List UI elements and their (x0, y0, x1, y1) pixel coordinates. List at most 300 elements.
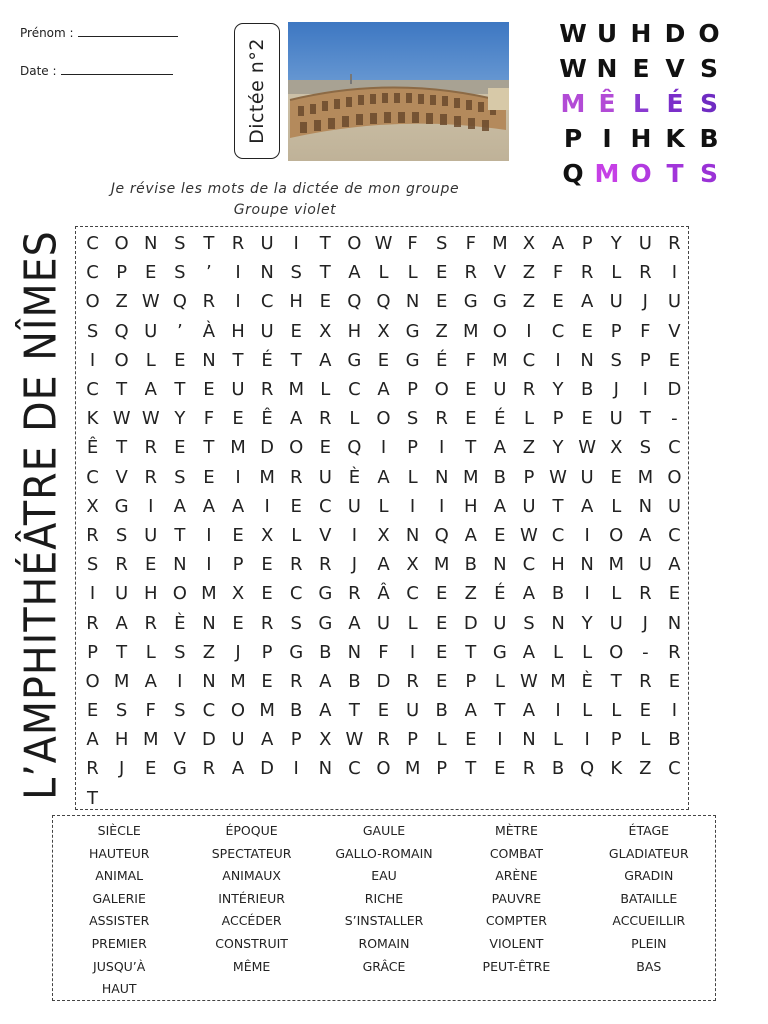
grid-cell[interactable]: Q (434, 524, 449, 546)
grid-cell[interactable]: R (86, 612, 99, 634)
grid-cell[interactable]: T (174, 379, 186, 401)
grid-cell[interactable]: Q (347, 437, 362, 459)
grid-cell[interactable]: P (523, 466, 535, 488)
grid-cell[interactable]: L (494, 670, 505, 692)
grid-cell[interactable]: E (203, 466, 215, 488)
grid-cell[interactable]: W (112, 408, 131, 430)
grid-cell[interactable]: J (642, 612, 648, 634)
grid-cell[interactable]: I (380, 437, 387, 459)
grid-cell[interactable]: R (86, 758, 99, 780)
grid-cell[interactable]: A (319, 670, 332, 692)
grid-cell[interactable]: V (493, 262, 507, 284)
grid-cell[interactable]: C (348, 379, 361, 401)
grid-cell[interactable]: S (174, 262, 186, 284)
grid-cell[interactable]: A (231, 495, 245, 517)
grid-cell[interactable]: I (206, 554, 212, 576)
grid-cell[interactable]: U (493, 379, 507, 401)
grid-cell[interactable]: O (609, 641, 624, 663)
grid-cell[interactable]: U (609, 612, 623, 634)
grid-cell[interactable]: I (235, 291, 241, 313)
grid-cell[interactable]: A (319, 349, 332, 371)
grid-cell[interactable]: X (260, 524, 274, 546)
grid-cell[interactable]: L (291, 524, 302, 546)
grid-cell[interactable]: S (610, 349, 622, 371)
grid-cell[interactable]: C (522, 554, 536, 576)
grid-cell[interactable]: P (290, 729, 302, 751)
grid-cell[interactable]: Z (435, 320, 448, 342)
grid-cell[interactable]: L (407, 262, 418, 284)
grid-cell[interactable]: A (260, 729, 274, 751)
grid-cell[interactable]: Z (522, 262, 536, 284)
grid-cell[interactable]: S (523, 612, 535, 634)
grid-cell[interactable]: O (114, 233, 129, 255)
grid-cell[interactable]: Ê (86, 437, 99, 459)
grid-cell[interactable]: D (201, 729, 216, 751)
grid-cell[interactable]: C (522, 349, 536, 371)
grid-cell[interactable]: W (374, 233, 393, 255)
grid-cell[interactable]: C (86, 233, 99, 255)
grid-cell[interactable]: L (611, 583, 622, 605)
grid-cell[interactable]: U (231, 379, 245, 401)
grid-cell[interactable]: S (406, 408, 419, 430)
grid-cell[interactable]: E (290, 495, 302, 517)
grid-cell[interactable]: I (89, 583, 96, 605)
grid-cell[interactable]: M (288, 379, 304, 401)
grid-cell[interactable]: F (640, 320, 651, 342)
grid-cell[interactable]: P (639, 349, 651, 371)
grid-cell[interactable]: B (319, 641, 332, 663)
grid-cell[interactable]: N (522, 729, 536, 751)
grid-cell[interactable]: L (378, 262, 389, 284)
grid-cell[interactable]: F (465, 349, 476, 371)
grid-cell[interactable]: T (87, 787, 99, 809)
grid-cell[interactable]: U (144, 320, 158, 342)
grid-cell[interactable]: P (465, 670, 477, 692)
grid-cell[interactable]: É (435, 349, 448, 371)
grid-cell[interactable]: E (232, 524, 244, 546)
grid-cell[interactable]: E (552, 291, 564, 313)
grid-cell[interactable]: A (377, 379, 390, 401)
grid-cell[interactable]: T (465, 641, 477, 663)
grid-cell[interactable]: E (465, 729, 477, 751)
grid-cell[interactable]: E (494, 758, 506, 780)
grid-cell[interactable]: T (203, 437, 215, 459)
grid-cell[interactable]: B (668, 729, 681, 751)
grid-cell[interactable]: R (115, 554, 128, 576)
grid-cell[interactable]: L (523, 408, 534, 430)
grid-cell[interactable]: I (584, 729, 590, 751)
grid-cell[interactable]: X (377, 320, 390, 342)
grid-cell[interactable]: E (290, 320, 302, 342)
grid-cell[interactable]: V (668, 320, 681, 342)
grid-cell[interactable]: H (143, 583, 158, 605)
grid-cell[interactable]: S (115, 700, 128, 722)
grid-cell[interactable]: S (115, 524, 128, 546)
grid-cell[interactable]: E (174, 437, 186, 459)
grid-cell[interactable]: R (348, 583, 361, 605)
grid-cell[interactable]: W (520, 524, 538, 546)
grid-cell[interactable]: N (551, 612, 565, 634)
grid-cell[interactable]: T (494, 700, 506, 722)
grid-cell[interactable]: O (376, 408, 391, 430)
grid-cell[interactable]: O (230, 700, 246, 722)
grid-cell[interactable]: Z (522, 437, 536, 459)
grid-cell[interactable]: G (318, 583, 333, 605)
grid-cell[interactable]: L (378, 495, 389, 517)
grid-cell[interactable]: V (115, 466, 128, 488)
grid-cell[interactable]: G (318, 612, 333, 634)
grid-cell[interactable]: N (144, 233, 158, 255)
grid-cell[interactable]: O (172, 583, 187, 605)
grid-cell[interactable]: Z (115, 291, 128, 313)
grid-cell[interactable]: X (86, 495, 99, 517)
grid-cell[interactable]: E (435, 670, 448, 692)
grid-cell[interactable]: I (671, 700, 678, 722)
grid-cell[interactable]: U (522, 495, 536, 517)
grid-cell[interactable]: C (86, 262, 99, 284)
grid-cell[interactable]: G (114, 495, 129, 517)
grid-cell[interactable]: P (610, 729, 622, 751)
grid-cell[interactable]: O (434, 379, 449, 401)
grid-cell[interactable]: E (261, 554, 273, 576)
grid-cell[interactable]: E (581, 320, 593, 342)
grid-cell[interactable]: H (114, 729, 129, 751)
grid-cell[interactable]: A (115, 612, 128, 634)
grid-cell[interactable]: E (668, 583, 681, 605)
grid-cell[interactable]: E (203, 379, 215, 401)
grid-cell[interactable]: R (260, 379, 274, 401)
grid-cell[interactable]: T (465, 758, 477, 780)
grid-cell[interactable]: A (464, 524, 477, 546)
grid-cell[interactable]: T (232, 349, 244, 371)
grid-cell[interactable]: Z (522, 291, 536, 313)
grid-cell[interactable]: N (580, 554, 594, 576)
grid-cell[interactable]: X (610, 437, 623, 459)
grid-cell[interactable]: M (463, 466, 479, 488)
grid-cell[interactable]: H (463, 495, 478, 517)
grid-cell[interactable]: P (232, 554, 244, 576)
grid-cell[interactable]: U (231, 729, 245, 751)
grid-cell[interactable]: E (435, 291, 448, 313)
grid-cell[interactable]: Q (580, 758, 595, 780)
grid-cell[interactable]: Â (377, 583, 390, 605)
grid-cell[interactable]: - (642, 641, 649, 663)
grid-cell[interactable]: H (289, 291, 303, 313)
grid-cell[interactable]: M (259, 466, 275, 488)
grid-cell[interactable]: D (376, 670, 391, 692)
grid-cell[interactable]: O (492, 320, 507, 342)
grid-cell[interactable]: K (86, 408, 99, 430)
grid-cell[interactable]: U (347, 495, 361, 517)
grid-cell[interactable]: A (493, 495, 507, 517)
grid-cell[interactable]: E (610, 466, 622, 488)
grid-cell[interactable]: A (522, 700, 536, 722)
grid-cell[interactable]: È (581, 670, 593, 692)
grid-cell[interactable]: R (435, 408, 448, 430)
grid-cell[interactable]: T (203, 233, 215, 255)
grid-cell[interactable]: L (611, 700, 622, 722)
grid-cell[interactable]: N (202, 670, 216, 692)
grid-cell[interactable]: M (259, 700, 275, 722)
grid-cell[interactable]: Q (347, 291, 362, 313)
grid-cell[interactable]: P (116, 262, 128, 284)
grid-cell[interactable]: T (610, 670, 622, 692)
grid-cell[interactable]: L (582, 641, 593, 663)
grid-cell[interactable]: E (435, 641, 448, 663)
grid-cell[interactable]: E (581, 408, 593, 430)
grid-cell[interactable]: G (347, 349, 362, 371)
grid-cell[interactable]: I (555, 349, 561, 371)
grid-cell[interactable]: E (435, 612, 448, 634)
grid-cell[interactable]: U (638, 554, 652, 576)
grid-cell[interactable]: N (493, 554, 507, 576)
grid-cell[interactable]: N (405, 291, 420, 313)
grid-cell[interactable]: R (522, 379, 536, 401)
grid-cell[interactable]: I (293, 758, 299, 780)
grid-cell[interactable]: P (407, 729, 418, 751)
grid-cell[interactable]: R (289, 670, 303, 692)
grid-cell[interactable]: A (144, 379, 157, 401)
grid-cell[interactable]: I (409, 641, 416, 663)
grid-cell[interactable]: B (551, 758, 565, 780)
grid-cell[interactable]: M (550, 670, 566, 692)
grid-cell[interactable]: N (580, 349, 594, 371)
grid-cell[interactable]: E (261, 583, 273, 605)
grid-cell[interactable]: I (409, 495, 416, 517)
grid-cell[interactable]: A (522, 641, 536, 663)
grid-cell[interactable]: A (290, 408, 303, 430)
grid-cell[interactable]: C (202, 700, 216, 722)
grid-cell[interactable]: S (290, 262, 302, 284)
grid-cell[interactable]: J (613, 379, 619, 401)
grid-cell[interactable]: N (173, 554, 187, 576)
grid-cell[interactable]: E (232, 612, 244, 634)
grid-cell[interactable]: C (289, 583, 303, 605)
grid-cell[interactable]: O (609, 524, 624, 546)
grid-cell[interactable]: I (642, 379, 648, 401)
grid-cell[interactable]: R (522, 758, 536, 780)
grid-cell[interactable]: M (230, 437, 246, 459)
grid-cell[interactable]: L (553, 641, 564, 663)
grid-cell[interactable]: E (377, 349, 390, 371)
grid-cell[interactable]: A (86, 729, 99, 751)
grid-cell[interactable]: B (551, 583, 565, 605)
grid-cell[interactable]: I (555, 700, 561, 722)
grid-cell[interactable]: U (144, 524, 158, 546)
grid-cell[interactable]: P (581, 233, 593, 255)
grid-cell[interactable]: B (290, 700, 303, 722)
grid-cell[interactable]: I (584, 583, 590, 605)
grid-cell[interactable]: F (465, 233, 476, 255)
grid-cell[interactable]: Y (552, 437, 564, 459)
grid-cell[interactable]: G (492, 641, 507, 663)
grid-cell[interactable]: U (580, 466, 594, 488)
grid-cell[interactable]: E (232, 408, 244, 430)
grid-cell[interactable]: U (667, 495, 682, 517)
grid-cell[interactable]: É (494, 408, 506, 430)
grid-cell[interactable]: B (435, 700, 448, 722)
grid-cell[interactable]: S (435, 233, 448, 255)
grid-cell[interactable]: L (145, 641, 156, 663)
grid-cell[interactable]: B (493, 466, 507, 488)
grid-cell[interactable]: N (202, 349, 216, 371)
grid-cell[interactable]: E (145, 554, 157, 576)
grid-cell[interactable]: I (89, 349, 96, 371)
grid-cell[interactable]: M (492, 233, 508, 255)
grid-cell[interactable]: I (235, 466, 241, 488)
grid-cell[interactable]: L (553, 729, 564, 751)
grid-cell[interactable]: O (667, 466, 682, 488)
grid-cell[interactable]: R (377, 729, 390, 751)
date-line[interactable] (61, 62, 173, 75)
grid-cell[interactable]: I (264, 495, 270, 517)
grid-cell[interactable]: Z (639, 758, 652, 780)
grid-cell[interactable]: E (377, 700, 390, 722)
grid-cell[interactable]: E (465, 379, 477, 401)
grid-cell[interactable]: C (348, 758, 361, 780)
grid-cell[interactable]: L (145, 349, 156, 371)
grid-cell[interactable]: R (86, 524, 99, 546)
grid-cell[interactable]: R (668, 233, 681, 255)
grid-cell[interactable]: A (348, 612, 361, 634)
grid-cell[interactable]: A (144, 670, 157, 692)
grid-cell[interactable]: O (85, 291, 100, 313)
grid-cell[interactable]: U (376, 612, 391, 634)
grid-cell[interactable]: O (114, 349, 129, 371)
grid-cell[interactable]: O (85, 670, 100, 692)
grid-cell[interactable]: N (638, 495, 653, 517)
grid-cell[interactable]: A (639, 524, 652, 546)
grid-cell[interactable]: H (347, 320, 362, 342)
grid-cell[interactable]: M (113, 670, 130, 692)
grid-cell[interactable]: Q (376, 291, 391, 313)
grid-cell[interactable]: R (639, 262, 652, 284)
grid-cell[interactable]: E (668, 349, 681, 371)
grid-cell[interactable]: N (260, 262, 274, 284)
grid-cell[interactable]: C (406, 583, 419, 605)
grid-cell[interactable]: M (201, 583, 217, 605)
grid-cell[interactable]: G (289, 641, 304, 663)
grid-cell[interactable]: G (492, 291, 507, 313)
grid-cell[interactable]: P (407, 437, 418, 459)
grid-cell[interactable]: A (377, 554, 390, 576)
grid-cell[interactable]: N (667, 612, 682, 634)
grid-cell[interactable]: H (551, 554, 565, 576)
grid-cell[interactable]: O (347, 233, 362, 255)
grid-cell[interactable]: S (174, 466, 186, 488)
grid-cell[interactable]: M (230, 670, 246, 692)
grid-cell[interactable]: E (145, 758, 157, 780)
grid-cell[interactable]: C (319, 495, 332, 517)
grid-cell[interactable]: R (319, 554, 332, 576)
grid-cell[interactable]: I (526, 320, 532, 342)
grid-cell[interactable]: S (639, 437, 652, 459)
grid-cell[interactable]: R (639, 670, 652, 692)
grid-cell[interactable]: R (144, 466, 157, 488)
grid-cell[interactable]: X (319, 320, 332, 342)
grid-cell[interactable]: ’ (176, 320, 183, 342)
grid-cell[interactable]: I (206, 524, 212, 546)
grid-cell[interactable]: M (433, 554, 450, 576)
grid-cell[interactable]: È (348, 466, 361, 488)
grid-cell[interactable]: Z (202, 641, 216, 663)
grid-cell[interactable]: B (580, 379, 594, 401)
grid-cell[interactable]: I (671, 262, 678, 284)
grid-cell[interactable]: C (260, 291, 274, 313)
grid-cell[interactable]: A (580, 291, 594, 313)
grid-cell[interactable]: Z (464, 583, 477, 605)
grid-cell[interactable]: N (347, 641, 362, 663)
grid-cell[interactable]: S (290, 612, 302, 634)
grid-cell[interactable]: Y (174, 408, 186, 430)
grid-cell[interactable]: P (610, 320, 622, 342)
grid-cell[interactable]: N (405, 524, 420, 546)
grid-cell[interactable]: L (611, 495, 622, 517)
grid-cell[interactable]: J (235, 641, 241, 663)
grid-cell[interactable]: A (173, 495, 186, 517)
grid-cell[interactable]: C (86, 466, 99, 488)
grid-cell[interactable]: L (582, 700, 593, 722)
grid-cell[interactable]: Q (172, 291, 187, 313)
grid-cell[interactable]: S (86, 320, 99, 342)
grid-cell[interactable]: I (497, 729, 503, 751)
grid-cell[interactable]: U (115, 583, 129, 605)
grid-cell[interactable]: H (231, 320, 245, 342)
grid-cell[interactable]: M (142, 729, 159, 751)
grid-cell[interactable]: J (642, 291, 648, 313)
grid-cell[interactable]: I (439, 495, 445, 517)
grid-cell[interactable]: L (407, 612, 418, 634)
grid-cell[interactable]: A (202, 495, 216, 517)
grid-cell[interactable]: U (609, 291, 623, 313)
grid-cell[interactable]: L (611, 262, 622, 284)
grid-cell[interactable]: G (463, 291, 478, 313)
grid-cell[interactable]: W (345, 729, 364, 751)
grid-cell[interactable]: P (87, 641, 98, 663)
grid-cell[interactable]: R (144, 612, 157, 634)
grid-cell[interactable]: E (174, 349, 186, 371)
grid-cell[interactable]: E (261, 670, 273, 692)
grid-cell[interactable]: U (638, 233, 652, 255)
grid-cell[interactable]: Y (552, 379, 564, 401)
grid-cell[interactable]: F (378, 641, 389, 663)
grid-cell[interactable]: I (177, 670, 183, 692)
grid-cell[interactable]: W (578, 437, 597, 459)
grid-cell[interactable]: P (261, 641, 273, 663)
grid-cell[interactable]: S (174, 700, 186, 722)
grid-cell[interactable]: F (552, 262, 564, 284)
grid-cell[interactable]: W (549, 466, 567, 488)
grid-cell[interactable]: O (376, 758, 391, 780)
grid-cell[interactable]: W (141, 408, 160, 430)
grid-cell[interactable]: R (144, 437, 157, 459)
grid-cell[interactable]: G (405, 320, 420, 342)
grid-cell[interactable]: W (520, 670, 538, 692)
grid-cell[interactable]: W (141, 291, 160, 313)
grid-cell[interactable]: E (435, 262, 448, 284)
grid-cell[interactable]: Ê (261, 408, 273, 430)
grid-cell[interactable]: I (584, 524, 590, 546)
grid-cell[interactable]: I (148, 495, 154, 517)
grid-cell[interactable]: T (174, 524, 186, 546)
grid-cell[interactable]: R (289, 554, 303, 576)
grid-cell[interactable]: S (174, 641, 186, 663)
grid-cell[interactable]: R (580, 262, 594, 284)
grid-cell[interactable]: I (439, 437, 445, 459)
grid-cell[interactable]: X (231, 583, 245, 605)
grid-cell[interactable]: E (668, 670, 681, 692)
grid-cell[interactable]: T (552, 495, 564, 517)
